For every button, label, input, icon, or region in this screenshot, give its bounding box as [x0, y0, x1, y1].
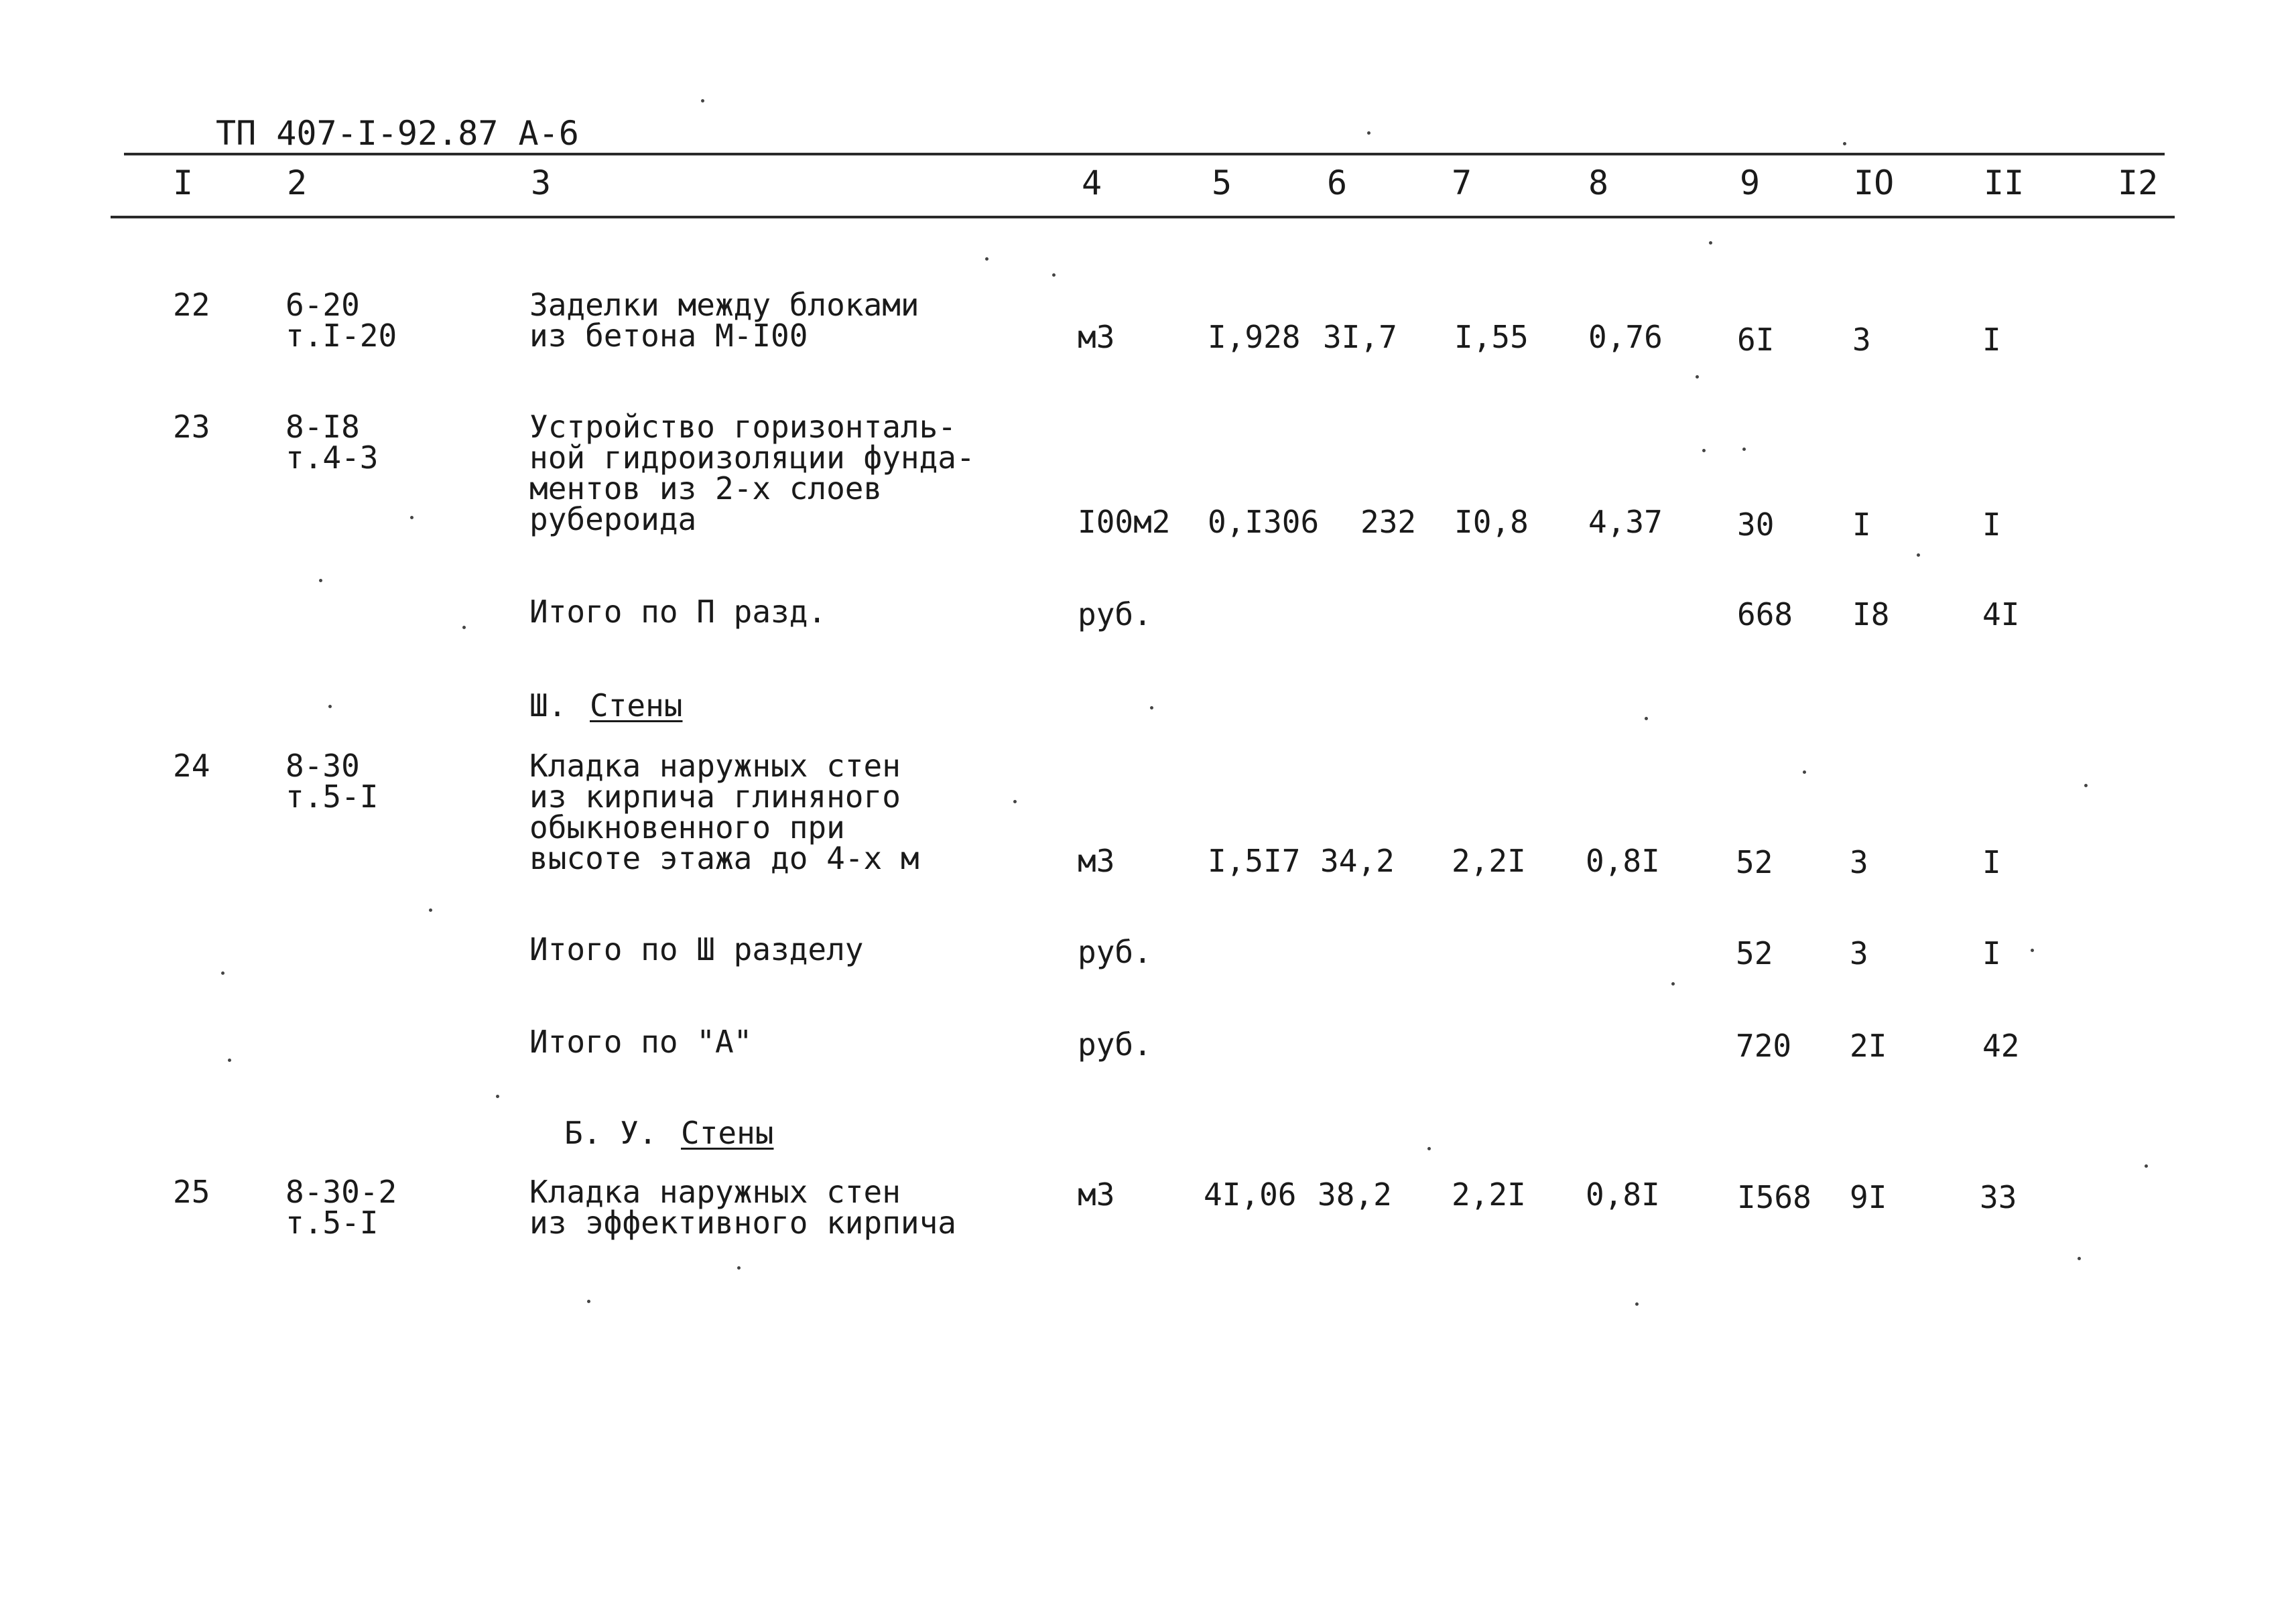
speck [1052, 273, 1056, 277]
col-10-value: 3 [1852, 322, 1871, 358]
col-11-value: I [1982, 844, 2001, 880]
speck [410, 516, 413, 519]
col-10-value: I [1852, 506, 1871, 543]
speck [462, 626, 466, 629]
unit: м3 [1078, 843, 1115, 879]
section-number: Ш. [529, 687, 567, 724]
speck [1843, 142, 1846, 145]
description-line: высоте этажа до 4-х м [529, 840, 919, 876]
col-7-value: 2,2I [1452, 1176, 1526, 1213]
speck [1742, 448, 1746, 451]
speck [228, 1059, 231, 1062]
speck [1696, 375, 1699, 379]
unit-cost: 38,2 [1318, 1176, 1392, 1213]
row-number: 22 [173, 287, 210, 323]
description-line: ной гидроизоляции фунда- [529, 440, 975, 476]
speck [1645, 717, 1648, 720]
speck [319, 579, 322, 582]
speck [429, 908, 432, 912]
speck [587, 1300, 590, 1303]
top-rule [124, 153, 2165, 155]
col-8-value: 0,8I [1586, 1176, 1660, 1213]
col-7-value: I0,8 [1454, 504, 1529, 540]
speck [2031, 949, 2034, 952]
norm-code: 8-30 [285, 748, 360, 784]
col-header-4: 4 [1082, 163, 1102, 202]
unit: руб. [1078, 596, 1152, 632]
document-code: ТП 407-I-92.87 А-6 [216, 114, 579, 153]
col-9-value: 668 [1737, 596, 1793, 632]
col-10-value: 3 [1850, 844, 1868, 880]
speck [1917, 553, 1920, 557]
unit: м3 [1078, 1176, 1115, 1213]
quantity: I,928 [1208, 319, 1301, 355]
speck [1427, 1147, 1431, 1150]
col-header-8: 8 [1588, 163, 1609, 202]
col-header-10: IO [1854, 163, 1895, 202]
col-10-value: 3 [1850, 935, 1868, 971]
col-header-2: 2 [287, 163, 308, 202]
row-number: 24 [173, 748, 210, 784]
section-number: Б. У. [564, 1115, 657, 1151]
section-title: Стены [681, 1115, 774, 1151]
col-8-value: 0,76 [1588, 319, 1663, 355]
col-8-value: 4,37 [1588, 504, 1663, 540]
speck [1367, 131, 1370, 135]
col-7-value: I,55 [1454, 319, 1529, 355]
speck [221, 971, 225, 975]
norm-table: т.4-3 [285, 440, 379, 476]
row-number: 23 [173, 409, 210, 445]
col-header-12: I2 [2118, 163, 2159, 202]
col-9-value: 52 [1736, 844, 1773, 880]
col-9-value: 52 [1736, 935, 1773, 971]
col-11-value: 4I [1982, 596, 2020, 632]
total-label: Итого по Ш разделу [529, 931, 864, 967]
unit-cost: 34,2 [1320, 843, 1395, 879]
norm-table: т.5-I [285, 779, 379, 815]
speck [1635, 1302, 1639, 1306]
speck [1702, 449, 1706, 452]
section-title: Стены [590, 687, 683, 724]
col-11-value: 42 [1982, 1028, 2020, 1064]
col-11-value: I [1982, 506, 2001, 543]
speck [985, 257, 988, 261]
description-line: из эффективного кирпича [529, 1205, 956, 1241]
speck [1150, 706, 1153, 709]
norm-code: 8-I8 [285, 409, 360, 445]
description-line: обыкновенного при [529, 809, 845, 846]
col-header-5: 5 [1212, 163, 1232, 202]
col-9-value: 6I [1737, 322, 1775, 358]
speck [701, 99, 704, 103]
col-header-9: 9 [1740, 163, 1761, 202]
description-line: рубероида [529, 501, 697, 537]
col-8-value: 0,8I [1586, 843, 1660, 879]
description-line: из бетона М-I00 [529, 318, 808, 354]
row-number: 25 [173, 1174, 210, 1210]
description-line: из кирпича глиняного [529, 779, 901, 815]
col-9-value: 720 [1736, 1028, 1792, 1064]
speck [1671, 982, 1675, 986]
speck [737, 1266, 741, 1270]
speck [2145, 1164, 2148, 1168]
unit-cost: 3I,7 [1323, 319, 1397, 355]
col-11-value: I [1982, 322, 2001, 358]
norm-table: т.5-I [285, 1205, 379, 1241]
col-header-7: 7 [1452, 163, 1472, 202]
description-line: ментов из 2-х слоев [529, 470, 883, 506]
unit: руб. [1078, 1026, 1152, 1063]
col-9-value: 30 [1737, 506, 1775, 543]
speck [2078, 1257, 2081, 1260]
col-header-6: 6 [1327, 163, 1348, 202]
total-label: Итого по П разд. [529, 594, 827, 630]
col-header-11: II [1984, 163, 2025, 202]
unit: руб. [1078, 934, 1152, 970]
quantity: 4I,06 [1204, 1176, 1297, 1213]
quantity: 0,I306 [1208, 504, 1320, 540]
col-10-value: 9I [1850, 1179, 1887, 1215]
description-line: Устройство горизонталь- [529, 409, 956, 445]
description-line: Кладка наружных стен [529, 1174, 901, 1210]
col-10-value: I8 [1852, 596, 1890, 632]
col-11-value: I [1982, 935, 2001, 971]
col-7-value: 2,2I [1452, 843, 1526, 879]
speck [2084, 784, 2088, 787]
speck [496, 1095, 499, 1098]
col-header-3: 3 [531, 163, 552, 202]
description-line: Заделки между блоками [529, 287, 919, 323]
col-10-value: 2I [1850, 1028, 1887, 1064]
speck [1709, 241, 1712, 245]
col-11-value: 33 [1980, 1179, 2017, 1215]
header-bottom-rule [111, 216, 2175, 218]
description-line: Кладка наружных стен [529, 748, 901, 784]
total-label: Итого по "А" [529, 1024, 753, 1060]
speck [1803, 770, 1806, 774]
unit: I00м2 [1078, 504, 1171, 540]
quantity: I,5I7 [1208, 843, 1301, 879]
col-9-value: I568 [1737, 1179, 1811, 1215]
norm-code: 8-30-2 [285, 1174, 397, 1210]
unit: м3 [1078, 319, 1115, 355]
norm-table: т.I-20 [285, 318, 397, 354]
speck [1013, 800, 1017, 803]
speck [328, 705, 332, 708]
unit-cost: 232 [1360, 504, 1417, 540]
col-header-1: I [173, 163, 194, 202]
norm-code: 6-20 [285, 287, 360, 323]
